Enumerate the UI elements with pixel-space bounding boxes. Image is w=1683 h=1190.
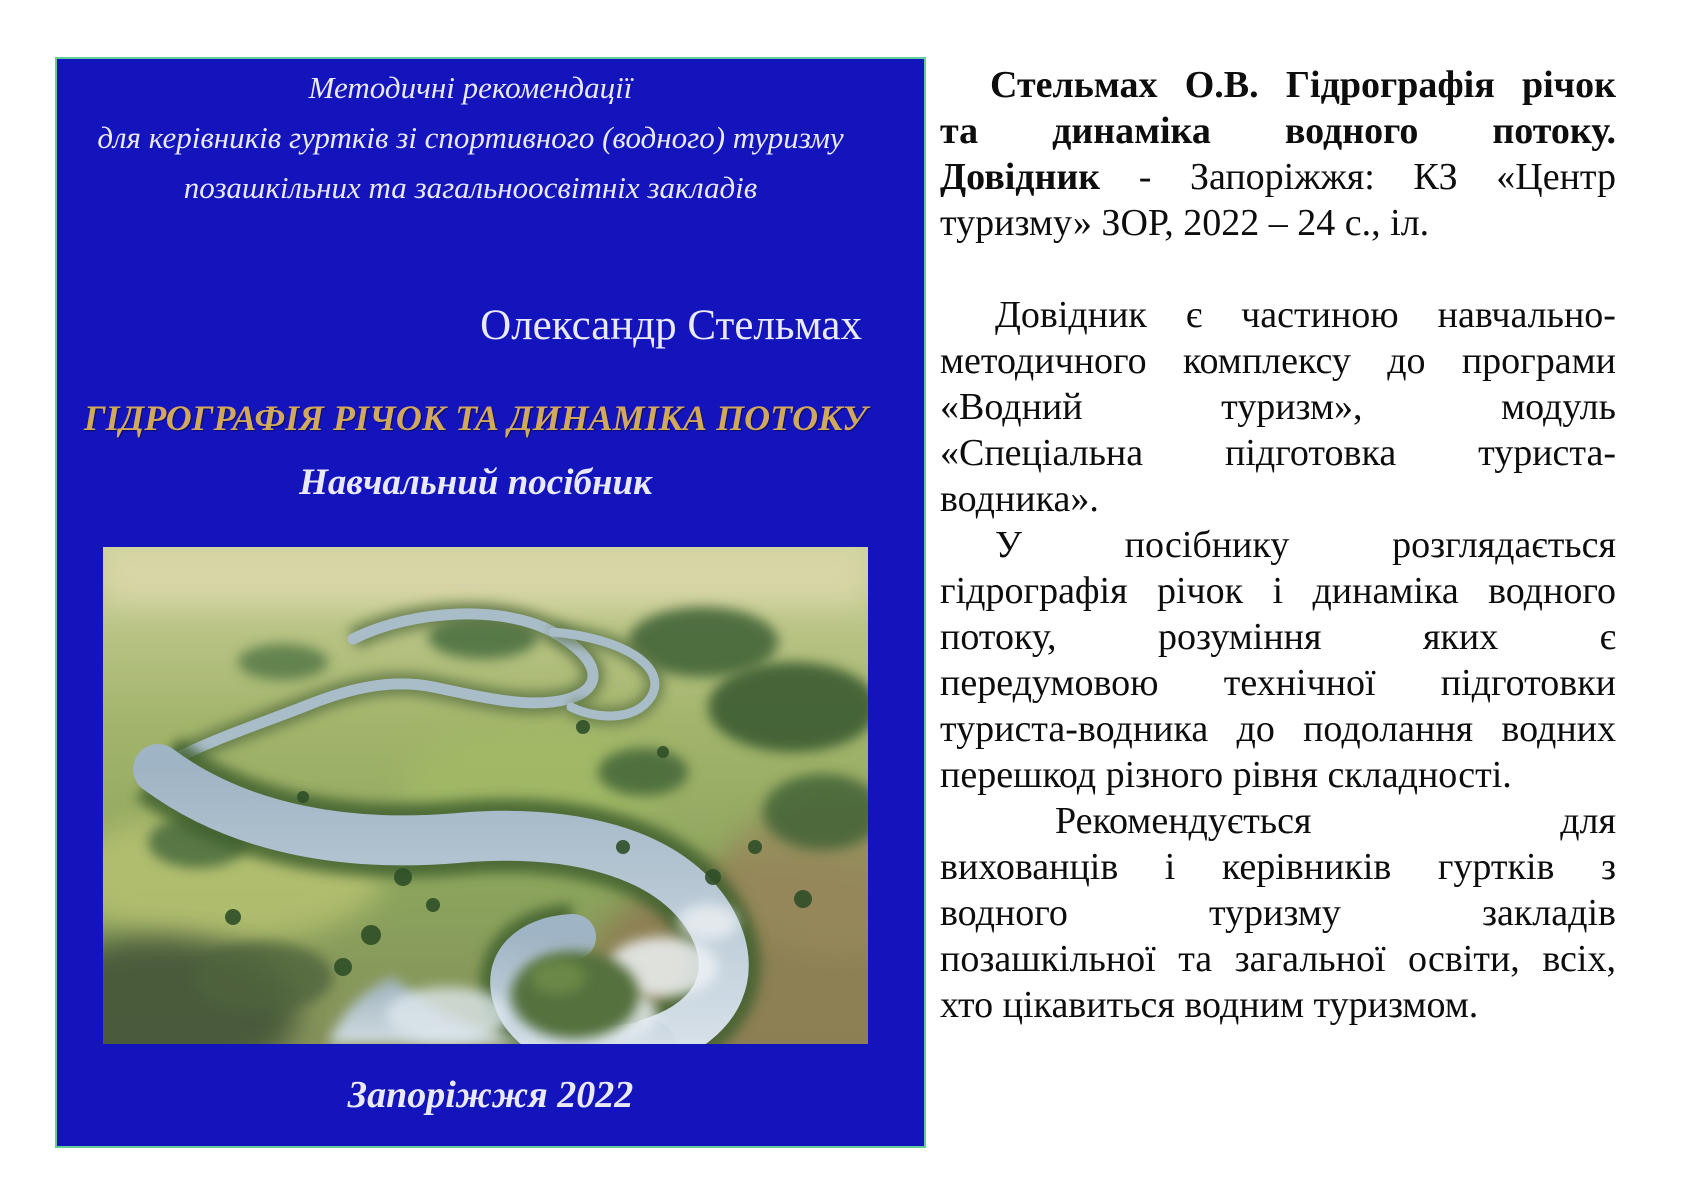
text-line: потоку, розуміння яких є <box>940 616 1616 658</box>
cover-subtitle: Навчальний посібник <box>299 462 652 503</box>
text-line: «Водний туризм», модуль <box>940 386 1616 428</box>
text-line: позашкільної та загальної освіти, всіх, <box>940 938 1616 980</box>
text-line: Стельмах О.В. Гідрографія річок <box>990 64 1616 106</box>
cover-title: ГІДРОГРАФІЯ РІЧОК ТА ДИНАМІКА ПОТОКУ <box>83 398 868 438</box>
text-line: Довідник - Запоріжжя: КЗ «Центр <box>940 156 1616 198</box>
text-line: Рекомендується для <box>1055 800 1616 842</box>
text-line: передумовою технічної підготовки <box>940 662 1616 704</box>
cover-author: Олександр Стельмах <box>480 302 862 349</box>
cover-header-line: позашкільних та загальноосвітніх закладів <box>183 170 758 205</box>
text-line: «Спеціальна підготовка туриста- <box>940 432 1616 474</box>
text-line: туризму» ЗОР, 2022 – 24 с., іл. <box>940 202 1430 244</box>
text-line: хто цікавиться водним туризмом. <box>940 984 1479 1026</box>
cover-header <box>67 63 874 213</box>
description-paragraph-1 <box>940 292 1616 522</box>
cover-header-line: Методичні рекомендації <box>308 70 633 105</box>
recommendation-paragraph <box>940 798 1616 1028</box>
text-line: водника». <box>940 478 1099 520</box>
river-meander-aerial-photo <box>103 547 868 1044</box>
text-line: туриста-водника до подолання водних <box>940 708 1616 750</box>
text-line: та динаміка водного потоку. <box>940 110 1616 152</box>
text-line: У посібнику розглядається <box>995 524 1616 566</box>
book-cover <box>55 57 926 1148</box>
citation-paragraph <box>940 62 1616 246</box>
cover-footer-imprint: Запоріжжя 2022 <box>347 1074 634 1116</box>
description-paragraph-2 <box>940 522 1616 798</box>
river-photo-illustration <box>103 547 868 1044</box>
cover-header-line: для керівників гуртків зі спортивного (водного) туризму <box>97 120 844 155</box>
annotation-text <box>940 62 1616 1028</box>
text-line: водного туризму закладів <box>940 892 1616 934</box>
text-line: методичного комплексу до програми <box>940 340 1616 382</box>
text-line: перешкод різного рівня складності. <box>940 754 1512 796</box>
text-line: Довідник є частиною навчально- <box>995 294 1616 336</box>
text-line: гідрографія річок і динаміка водного <box>940 570 1616 612</box>
text-line: вихованців і керівників гуртків з <box>940 846 1616 888</box>
